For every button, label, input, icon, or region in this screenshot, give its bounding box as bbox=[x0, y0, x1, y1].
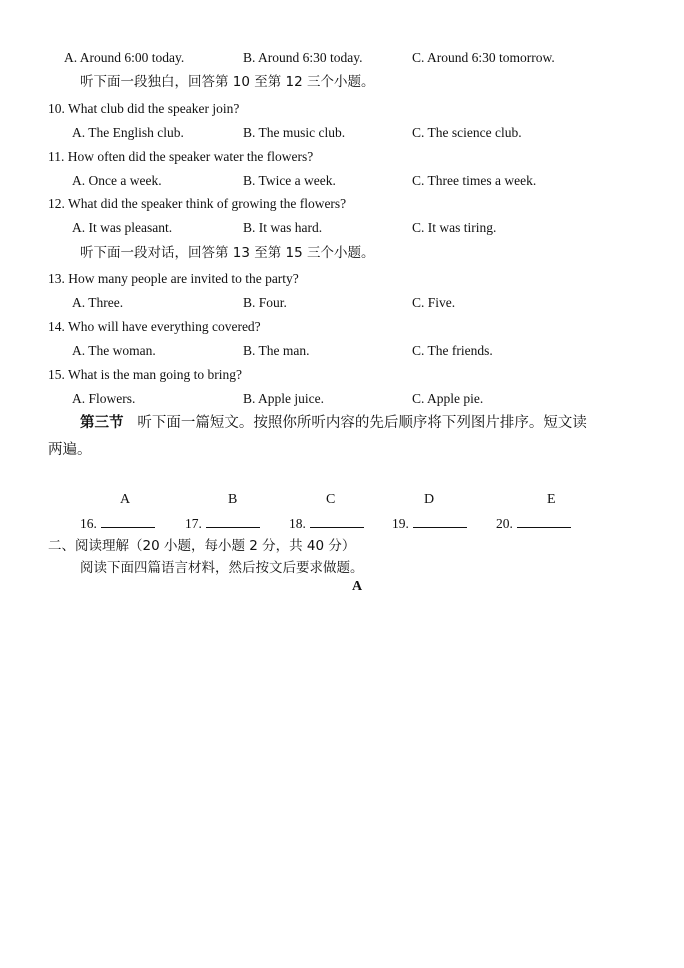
blank-20[interactable] bbox=[496, 514, 571, 533]
section3-text: 听下面一篇短文。按照你所听内容的先后顺序将下列图片排序。短文读 bbox=[137, 415, 587, 431]
passage-label-a: A bbox=[352, 579, 363, 594]
blank-18[interactable] bbox=[289, 514, 364, 533]
blank-18-line bbox=[310, 514, 364, 528]
blank-17[interactable] bbox=[185, 514, 260, 533]
q15-option-b: B. Apple juice. bbox=[243, 391, 324, 406]
q10-stem: 10. What club did the speaker join? bbox=[48, 101, 240, 116]
q13-option-b: B. Four. bbox=[243, 295, 287, 310]
q13-stem: 13. How many people are invited to the party? bbox=[48, 271, 299, 286]
q11-stem: 11. How often did the speaker water the flowers? bbox=[48, 149, 314, 164]
section3-line2: 两遍。 bbox=[48, 442, 92, 458]
q15-option-a: A. Flowers. bbox=[72, 391, 136, 406]
blank-18-number: 18. bbox=[289, 516, 306, 531]
q12-stem: 12. What did the speaker think of growing the flowers? bbox=[48, 196, 347, 211]
blank-19-number: 19. bbox=[392, 516, 409, 531]
q13-option-a: A. Three. bbox=[72, 295, 124, 310]
q11-option-c: C. Three times a week. bbox=[412, 173, 537, 188]
picture-letter-a: A bbox=[120, 492, 131, 507]
q10-option-b: B. The music club. bbox=[243, 125, 346, 140]
part2-instruction: 阅读下面四篇语言材料，然后按文后要求做题。 bbox=[80, 560, 364, 576]
q9-option-a: A. Around 6:00 today. bbox=[64, 50, 185, 65]
blank-20-line bbox=[517, 514, 571, 528]
picture-letter-b: B bbox=[228, 492, 238, 507]
monologue-instruction: 听下面一段独白，回答第 10 至第 12 三个小题。 bbox=[80, 74, 375, 90]
q12-option-c: C. It was tiring. bbox=[412, 220, 497, 235]
q11-option-a: A. Once a week. bbox=[72, 173, 162, 188]
blank-16-line bbox=[101, 514, 155, 528]
q14-option-b: B. The man. bbox=[243, 343, 310, 358]
blank-20-number: 20. bbox=[496, 516, 513, 531]
q15-option-c: C. Apple pie. bbox=[412, 391, 484, 406]
blank-16[interactable] bbox=[80, 514, 155, 533]
q14-stem: 14. Who will have everything covered? bbox=[48, 319, 261, 334]
blank-16-number: 16. bbox=[80, 516, 97, 531]
section3-line1 bbox=[80, 410, 587, 436]
blank-17-number: 17. bbox=[185, 516, 202, 531]
blank-17-line bbox=[206, 514, 260, 528]
dialogue-instruction: 听下面一段对话，回答第 13 至第 15 三个小题。 bbox=[80, 245, 375, 261]
q14-option-a: A. The woman. bbox=[72, 343, 156, 358]
q13-option-c: C. Five. bbox=[412, 295, 456, 310]
picture-letter-e: E bbox=[547, 492, 556, 507]
blank-19[interactable] bbox=[392, 514, 467, 533]
q14-option-c: C. The friends. bbox=[412, 343, 493, 358]
section3-label: 第三节 bbox=[80, 415, 124, 431]
q10-option-a: A. The English club. bbox=[72, 125, 184, 140]
q9-option-b: B. Around 6:30 today. bbox=[243, 50, 363, 65]
blank-19-line bbox=[413, 514, 467, 528]
q11-option-b: B. Twice a week. bbox=[243, 173, 336, 188]
q15-stem: 15. What is the man going to bring? bbox=[48, 367, 242, 382]
q10-option-c: C. The science club. bbox=[412, 125, 522, 140]
q9-option-c: C. Around 6:30 tomorrow. bbox=[412, 50, 555, 65]
q12-option-b: B. It was hard. bbox=[243, 220, 323, 235]
q12-option-a: A. It was pleasant. bbox=[72, 220, 173, 235]
part2-title: 二、阅读理解（20 小题，每小题 2 分，共 40 分） bbox=[48, 538, 356, 554]
picture-letter-d: D bbox=[424, 492, 435, 507]
picture-letter-c: C bbox=[326, 492, 336, 507]
